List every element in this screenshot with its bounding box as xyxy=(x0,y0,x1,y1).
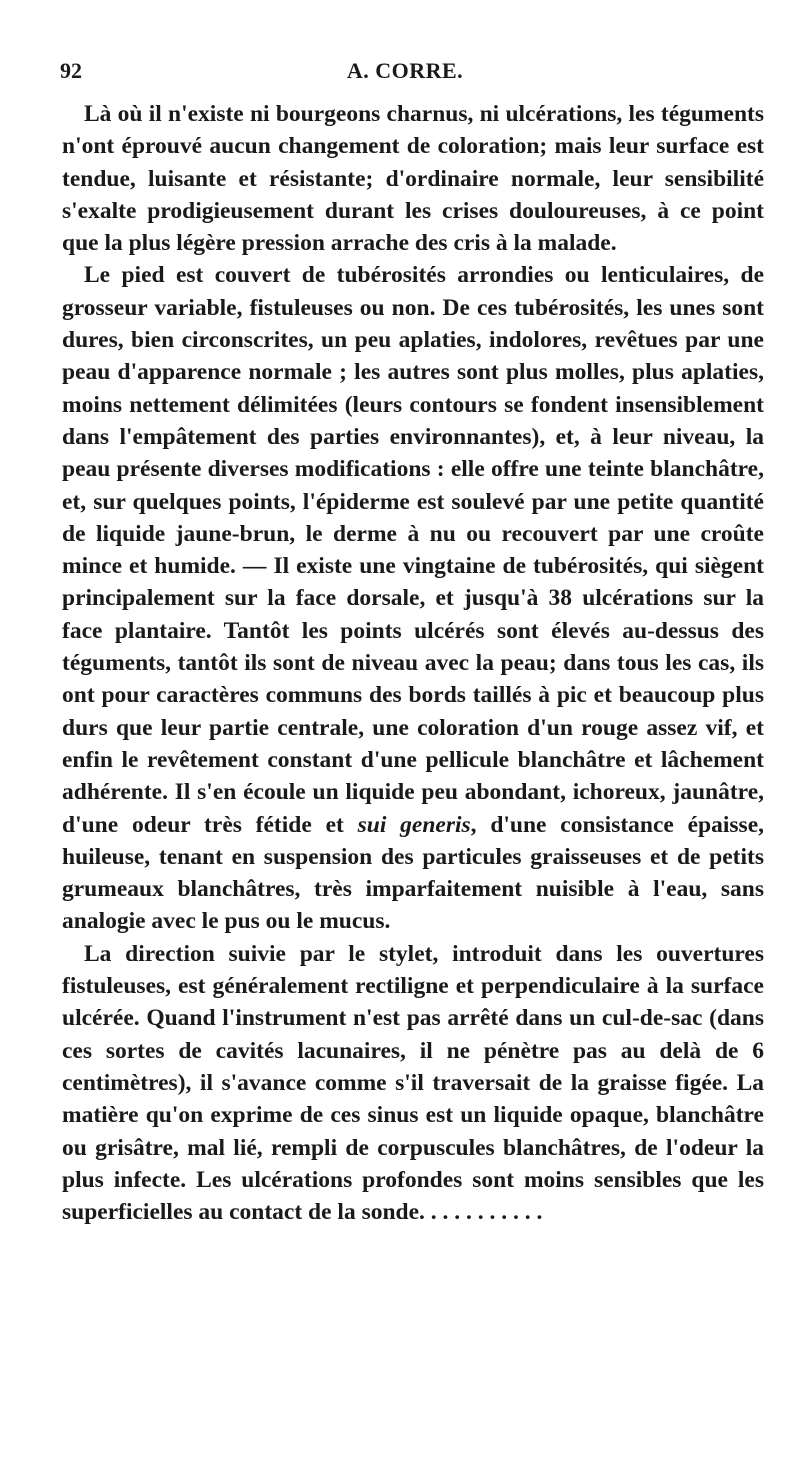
page-header xyxy=(60,58,750,94)
paragraph xyxy=(62,98,764,259)
paragraph-text: Là où il n'existe ni bourgeons charnus, ni ulcérations, les téguments n'ont éprouvé aucun changement de coloration; mais leur surface est tendue, luisante et résistante; d'ordinaire normale, leur sensibilité s'exalte prodigieusement durant les crises douloureuses, à ce point que la plus légère pression arrache des cris à la malade. xyxy=(62,101,764,257)
paragraph-text: Le pied est couvert de tubérosités arrondies ou lenticulaires, de grosseur variable, fistuleuses ou non. De ces tubérosités, les unes sont dures, bien circonscrites, un peu aplaties, indolores, revêtues par une peau d'apparence normale ; les autres sont plus molles, plus aplaties, moins nettement délimitées (leurs contours se fondent insensiblement dans l'empâtement des parties environnantes), et, à leur niveau, la peau présente diverses modifications : elle offre une teinte blanchâtre, et, sur quelques points, l'épiderme est soulevé par une petite quantité de liquide jaune-brun, le derme à nu ou recouvert par une croûte mince et humide. — Il existe une vingtaine de tubérosités, qui siègent principalement sur la face dorsale, et jusqu'à 38 ulcérations sur la face plantaire. Tantôt les points ulcérés sont élevés au-dessus des téguments, tantôt ils sont de niveau avec la peau; dans tous les cas, ils ont pour caractères communs des bords taillés à pic et beaucoup plus durs que leur partie centrale, une coloration d'un rouge assez vif, et enfin le revêtement constant d'une pellicule blanchâtre et lâchement adhérente. Il s'en écoule un liquide peu abondant, ichoreux, jaunâtre, d'une odeur très fétide et xyxy=(62,262,764,838)
italic-phrase: sui generis xyxy=(357,811,471,838)
paragraph xyxy=(62,938,764,1229)
paragraph xyxy=(62,259,764,937)
body-text xyxy=(62,98,764,1228)
page-number: 92 xyxy=(60,58,82,83)
paragraph-text-continued: , d'une consistance épaisse, huileuse, tenant en suspension des particules graisseuses et de petits grumeaux blanchâtres, très imparfaitement nuisible à l'eau, sans analogie avec le pus ou le mucus. xyxy=(62,811,764,935)
paragraph-text: La direction suivie par le stylet, introduit dans les ouvertures fistuleuses, est généralement rectiligne et perpendiculaire à la surface ulcérée. Quand l'instrument n'est pas arrêté dans un cul-de-sac (dans ces sortes de cavités lacunaires, il ne pénètre pas au delà de 6 centimètres), il s'avance comme s'il traversait de la graisse figée. La matière qu'on exprime de ces sinus est un liquide opaque, blanchâtre ou grisâtre, mal lié, rempli de corpuscules blanchâtres, de l'odeur la plus infecte. Les ulcérations profondes sont moins sensibles que les superficielles au contact de la sonde. . . . . . . . . . . xyxy=(62,940,764,1226)
running-head: A. CORRE. xyxy=(346,58,464,83)
